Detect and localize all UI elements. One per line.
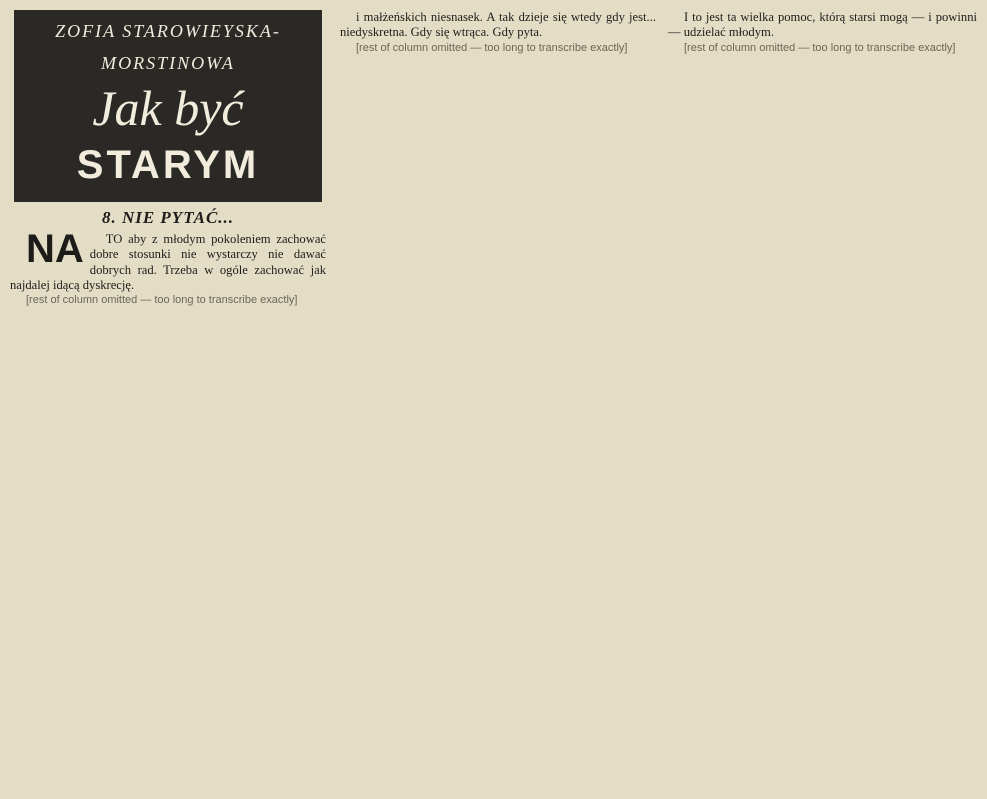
paragraph-text: TO aby z młodym pokoleniem zachować dobre stosunki nie wystarczy nie dawać dobrych rad. Trzeba w ogóle zachować jak najdalej idącą dyskrecję. [10,232,326,292]
omitted-note: [rest of column omitted — too long to transcribe exactly] [684,41,956,54]
column-2 [340,10,656,56]
title-sub: STARYM [76,143,260,187]
drop-cap: NA [26,227,84,271]
column-3 [668,10,977,56]
author-line-1: ZOFIA STAROWIEYSKA- [55,21,281,41]
author-line-2: MORSTINOWA [101,53,235,73]
paragraph [10,227,326,293]
column-1 [10,227,326,308]
title-main: Jak być [92,80,244,136]
omitted-note: [rest of column omitted — too long to transcribe exactly] [26,294,298,307]
paragraph: I to jest ta wielka pomoc, którą starsi mogą — i powinni — udzielać młodym. [668,10,977,40]
omitted-note: [rest of column omitted — too long to transcribe exactly] [356,41,628,54]
paragraph: i małżeńskich niesnasek. A tak dzieje się wtedy gdy jest... niedyskretna. Gdy się wtrąca. Gdy pyta. [340,10,656,40]
title-block [14,10,322,202]
section-heading: 8. NIE PYTAĆ... [101,208,235,227]
